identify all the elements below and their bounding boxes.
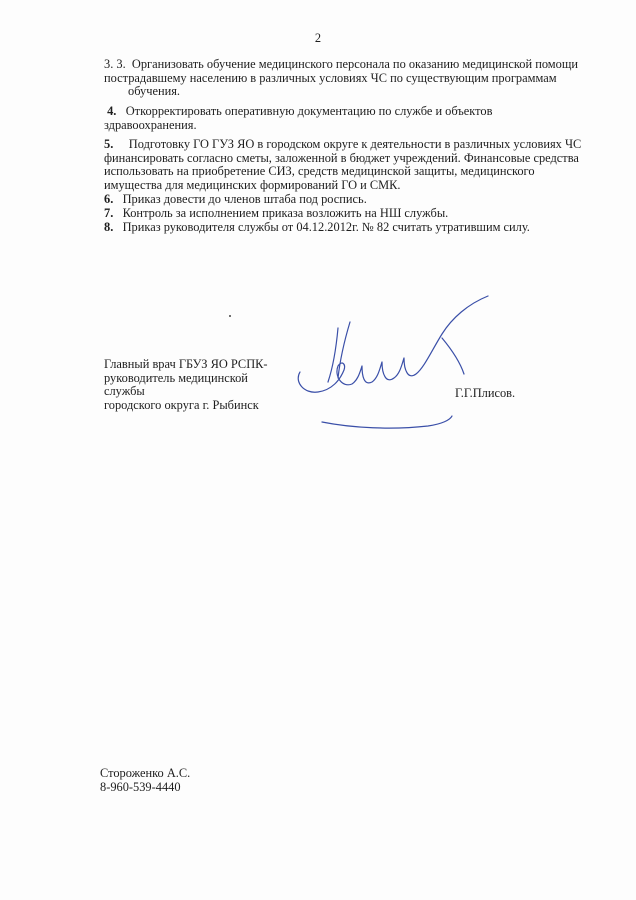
item-continuation: имущества для медицинских формирований ГО и СМК. xyxy=(104,177,401,192)
item-text: Подготовку ГО ГУЗ ЯО в городском округе к деятельности в различных условиях ЧС xyxy=(128,137,582,151)
item-continuation: здравоохранения. xyxy=(104,117,197,132)
page-number: 2 xyxy=(314,31,322,45)
item-text: Приказ довести до членов штаба под роспись. xyxy=(122,192,367,206)
item-text: Контроль за исполнением приказа возложить на НШ службы. xyxy=(122,206,449,220)
list-item-5 xyxy=(104,138,604,192)
handwritten-signature xyxy=(292,290,492,435)
item-first-line xyxy=(104,58,604,72)
item-number: 5. xyxy=(104,137,114,151)
item-number: 7. xyxy=(104,206,114,220)
signatory-line: руководитель медицинской службы xyxy=(104,370,248,399)
list-item-4 xyxy=(104,105,604,132)
signatory-title xyxy=(104,358,284,412)
item-number: 4. xyxy=(107,104,117,118)
list-item-8 xyxy=(104,221,604,235)
item-text: Организовать обучение медицинского персонала по оказанию медицинской помощи xyxy=(131,57,579,71)
item-text: Откорректировать оперативную документацию по службе и объектов xyxy=(125,104,493,118)
item-first-line xyxy=(104,138,604,152)
item-continuation: пострадавшему населению в различных условиях ЧС по существующим программам xyxy=(104,70,557,85)
stray-mark xyxy=(229,315,231,317)
executor-name: Стороженко А.С. xyxy=(100,766,191,780)
item-number: 6. xyxy=(104,192,114,206)
item-number: 3. 3. xyxy=(104,57,126,71)
signatory-name: Г.Г.Плисов. xyxy=(455,386,516,400)
item-continuation: финансировать согласно сметы, заложенной в бюджет учреждений. Финансовые средства xyxy=(104,150,579,165)
item-text: Приказ руководителя службы от 04.12.2012г. № 82 считать утратившим силу. xyxy=(122,220,530,234)
signatory-line: городского округа г. Рыбинск xyxy=(104,397,259,412)
list-item-3-3 xyxy=(104,58,604,99)
item-first-line xyxy=(104,105,604,119)
list-item-6 xyxy=(104,193,604,207)
list-item-7 xyxy=(104,207,604,221)
executor-block xyxy=(100,767,190,794)
item-continuation: использовать на приобретение СИЗ, средств медицинской защиты, медицинского xyxy=(104,164,535,179)
item-number: 8. xyxy=(104,220,114,234)
signatory-line: Главный врач ГБУЗ ЯО РСПК- xyxy=(104,357,268,371)
executor-phone: 8-960-539-4440 xyxy=(100,779,181,794)
item-continuation: обучения. xyxy=(128,84,181,99)
